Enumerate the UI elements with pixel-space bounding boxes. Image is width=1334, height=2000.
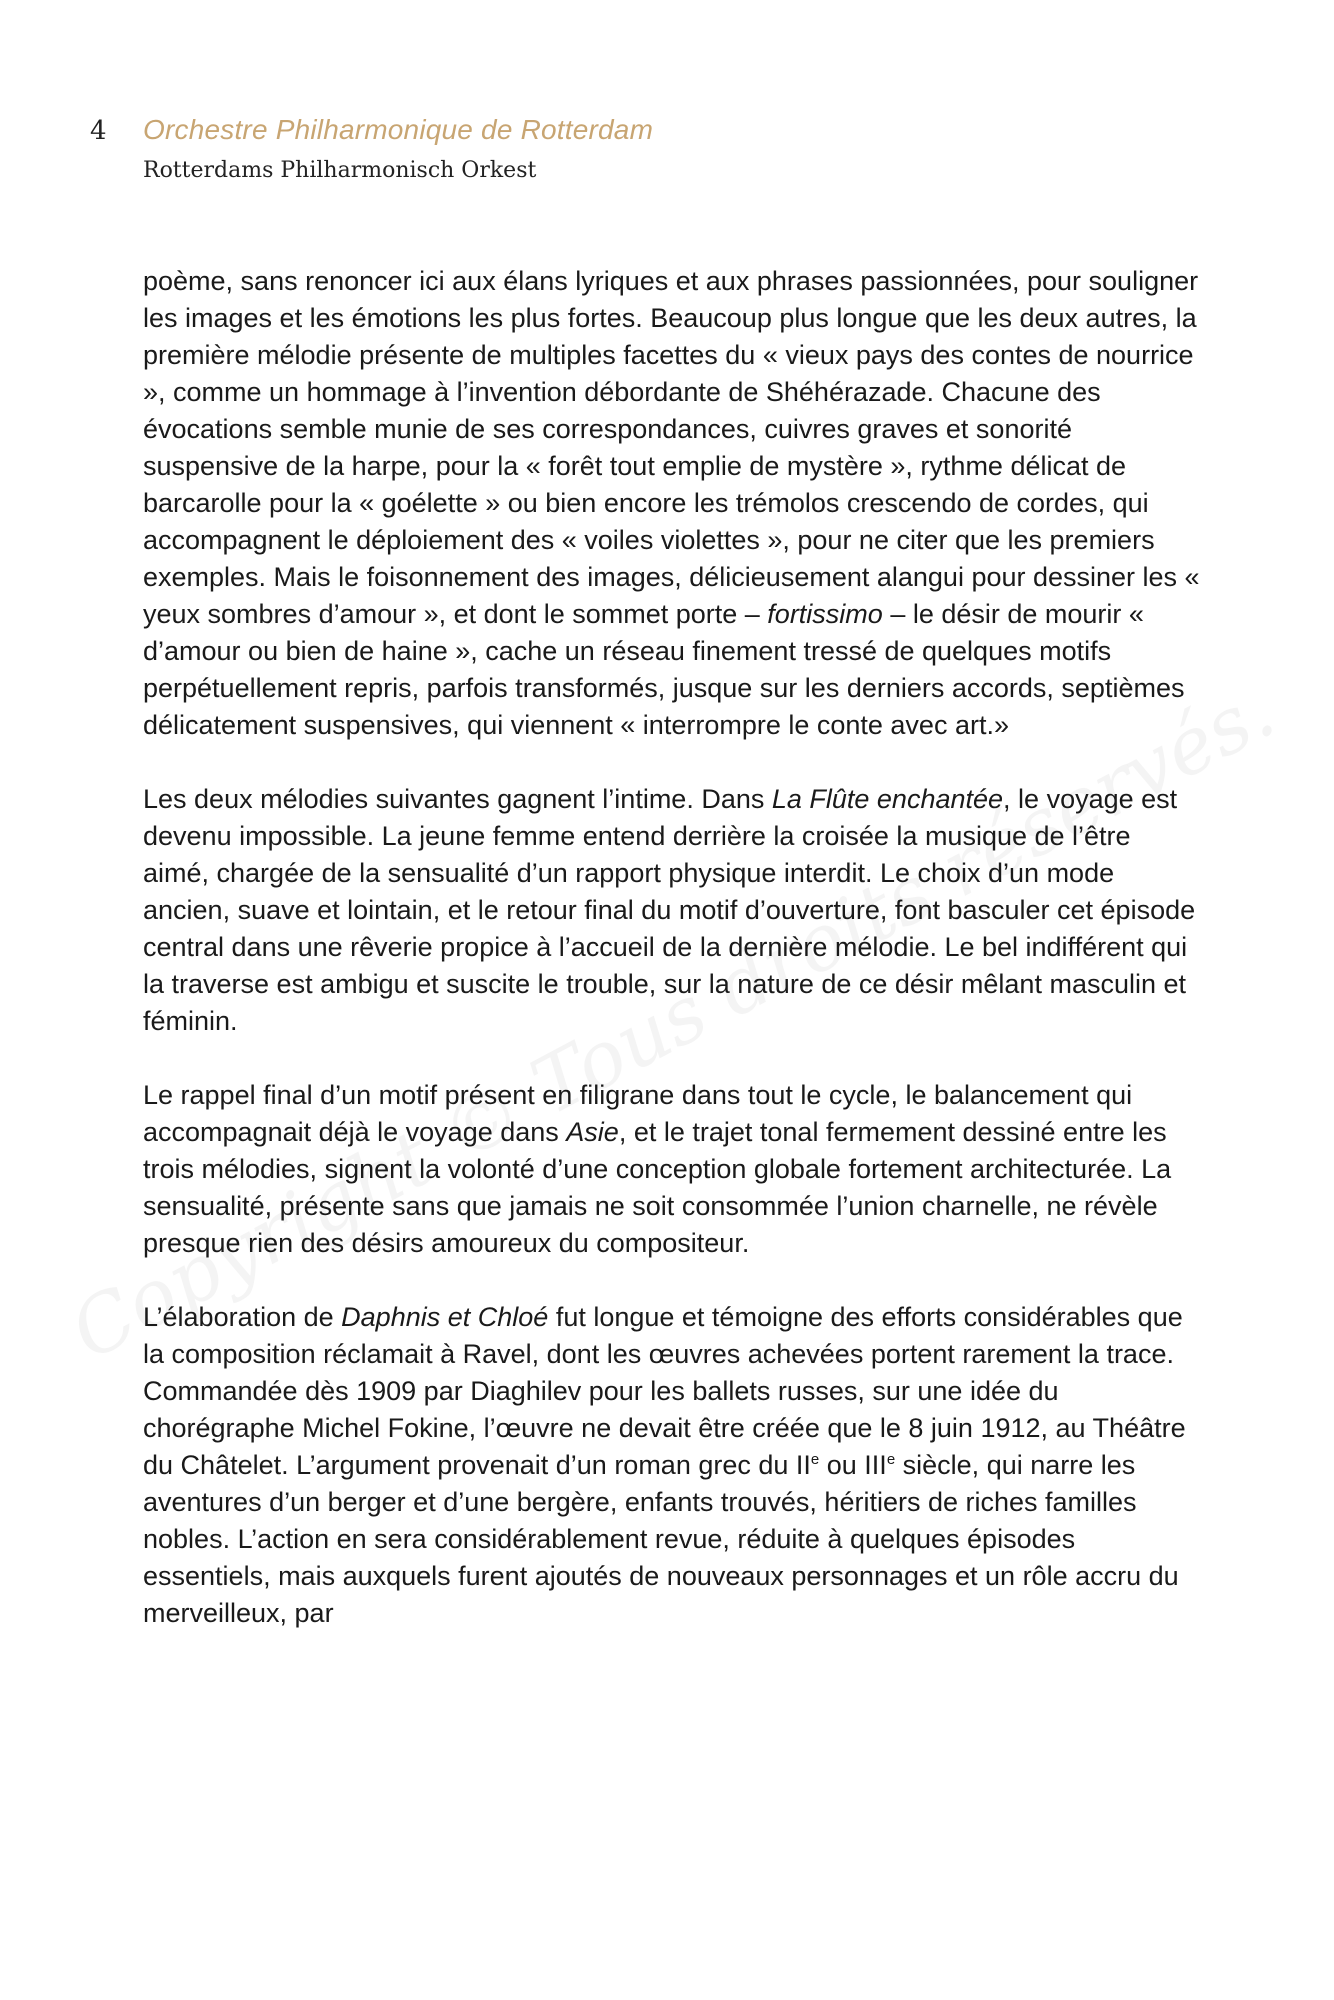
text-segment: , le voyage est devenu impossible. La jeune femme entend derrière la croisée la musique de l’être aimé, chargée de la sensualité d’un rapport physique interdit. Le choix d’un mode ancien, suave et lointain, et le retour final du motif d’ouverture, font basculer cet épisode central dans une rêverie propice à l’accueil de la dernière mélodie. Le bel indifférent qui la traverse est ambigu et suscite le trouble, sur la nature de ce désir mêlant masculin et féminin. [143,784,1196,1036]
text-segment: poème, sans renoncer ici aux élans lyriques et aux phrases passionnées, pour souligner les images et les émotions les plus fortes. Beaucoup plus longue que les deux autres, la première mélodie présente de multiples facettes du « vieux pays des contes de nourrice », comme un hommage à l’invention débordante de Shéhérazade. Chacune des évocations semble munie de ses correspondances, cuivres graves et sonorité suspensive de la harpe, pour la « forêt tout emplie de mystère », rythme délicat de barcarolle pour la « goélette » ou bien encore les trémolos crescendo de cordes, qui accompagnent le déploiement des « voiles violettes », pour ne citer que les premiers exemples. Mais le foisonnement des images, délicieusement alangui pour dessiner les « yeux sombres d’amour », et dont le sommet porte – [143,266,1200,629]
article-body [143,263,1203,1669]
body-paragraph [143,263,1203,744]
text-segment: – le désir de mourir « d’amour ou bien de haine », cache un réseau finement tressé de quelques motifs perpétuellement repris, parfois transformés, jusque sur les derniers accords, septièmes délicatement suspensives, qui viennent « interrompre le conte avec art.» [143,599,1185,740]
orchestra-subtitle: Rotterdams Philharmonisch Orkest [143,158,537,183]
italic-title: fortissimo [767,599,883,629]
superscript: e [886,1451,896,1468]
orchestra-title: Orchestre Philharmonique de Rotterdam [143,114,654,145]
text-segment: fut longue et témoigne des efforts considérables que la composition réclamait à Ravel, dont les œuvres achevées portent rarement la trace. Commandée dès 1909 par Diaghilev pour les ballets russes, sur une idée du chorégraphe Michel Fokine, l’œuvre ne devait être créée que le 8 juin 1912, au Théâtre du Châtelet. L’argument provenait d’un roman grec du II [143,1302,1186,1480]
body-paragraph [143,781,1203,1040]
body-paragraph [143,1077,1203,1262]
text-segment: ou III [819,1450,887,1480]
page-number: 4 [90,116,107,146]
italic-title: Daphnis et Chloé [341,1302,549,1332]
text-segment: , et le trajet tonal fermement dessiné entre les trois mélodies, signent la volonté d’une conception globale fortement architecturée. La sensualité, présente sans que jamais ne soit consommée l’union charnelle, ne révèle presque rien des désirs amoureux du compositeur. [143,1117,1172,1258]
text-segment: Le rappel final d’un motif présent en filigrane dans tout le cycle, le balancement qui accompagnait déjà le voyage dans [143,1080,1133,1147]
italic-title: Asie [566,1117,619,1147]
italic-title: La Flûte enchantée [771,784,1004,814]
body-paragraph [143,1299,1203,1632]
superscript: e [810,1451,820,1468]
text-segment: siècle, qui narre les aventures d’un berger et d’une bergère, enfants trouvés, héritiers de riches familles nobles. L’action en sera considérablement revue, réduite à quelques épisodes essentiels, mais auxquels furent ajoutés de nouveaux personnages et un rôle accru du merveilleux, par [143,1450,1179,1628]
text-segment: Les deux mélodies suivantes gagnent l’intime. Dans [143,784,772,814]
text-segment: L’élaboration de [143,1302,342,1332]
